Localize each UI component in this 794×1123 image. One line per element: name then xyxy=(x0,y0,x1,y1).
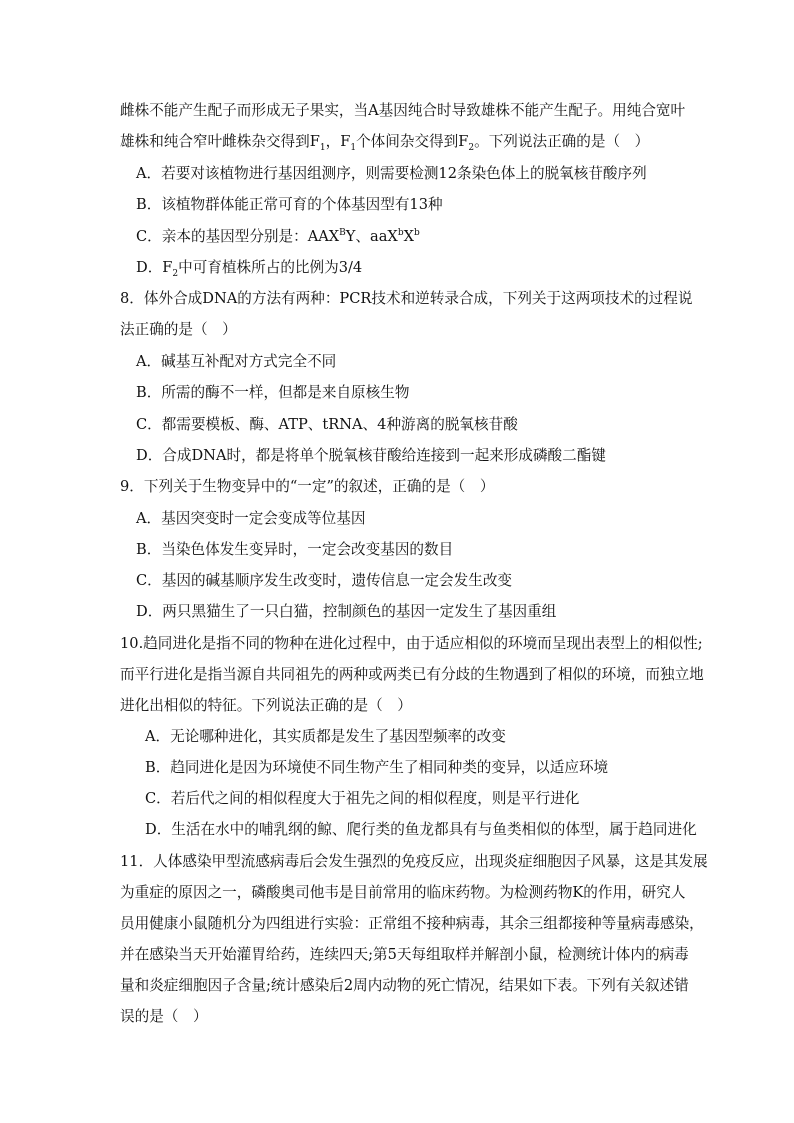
q11-stem-line2: 为重症的原因之一，磷酸奥司他韦是目前常用的临床药物。为检测药物K的作用，研究人 xyxy=(120,884,686,901)
q7-option-a: A．若要对该植物进行基因组测序，则需要检测12条染色体上的脱氧核苷酸序列 xyxy=(136,165,647,182)
superscript-b: b xyxy=(397,228,404,239)
q11-stem-line4: 并在感染当天开始灌胃给药，连续四天;第5天每组取样并解剖小鼠，检测统计体内的病毒 xyxy=(120,946,689,963)
q7-option-c-text-b: Y、aaX xyxy=(345,228,398,245)
q9-option-d: D．两只黑猫生了一只白猫，控制颜色的基因一定发生了基因重组 xyxy=(136,603,557,620)
q10-option-d: D．生活在水中的哺乳纲的鲸、爬行类的鱼龙都具有与鱼类相似的体型，属于趋同进化 xyxy=(145,821,697,838)
q11-stem-line1: 11．人体感染甲型流感病毒后会发生强烈的免疫反应，出现炎症细胞因子风暴，这是其发展 xyxy=(120,853,708,870)
q7-option-d-text-a: D．F xyxy=(136,259,173,276)
q11-stem-line6: 误的是（ ） xyxy=(120,1008,208,1025)
q10-option-c: C．若后代之间的相似程度大于祖先之间的相似程度，则是平行进化 xyxy=(145,790,580,807)
q8-stem-line2: 法正确的是（ ） xyxy=(120,321,237,338)
subscript-1: 1 xyxy=(319,142,326,153)
q7-option-d-text-b: 中可育植株所占的比例为3/4 xyxy=(178,259,363,276)
q11-stem-line3: 员用健康小鼠随机分为四组进行实验：正常组不接种病毒，其余三组都接种等量病毒感染， xyxy=(120,915,704,932)
superscript-b: b xyxy=(413,228,420,239)
q7-option-c xyxy=(136,227,420,247)
q10-option-a: A．无论哪种进化，其实质都是发生了基因型频率的改变 xyxy=(145,728,506,745)
q9-option-c: C．基因的碱基顺序发生改变时，遗传信息一定会发生改变 xyxy=(136,572,513,589)
subscript-1: 1 xyxy=(350,142,357,153)
q8-option-b: B．所需的酶不一样，但都是来自原核生物 xyxy=(136,384,410,401)
q7-option-d xyxy=(136,258,362,278)
q7-stem-line2 xyxy=(120,132,649,152)
q10-stem-line2: 而平行进化是指当源自共同祖先的两种或两类已有分歧的生物遇到了相似的环境，而独立地 xyxy=(120,666,704,683)
q9-stem: 9．下列关于生物变异中的“一定”的叙述，正确的是（ ） xyxy=(120,478,495,495)
q10-stem-line1: 10.趋同进化是指不同的物种在进化过程中，由于适应相似的环境而呈现出表型上的相似性; xyxy=(120,635,703,652)
q8-stem-line1: 8．体外合成DNA的方法有两种：PCR技术和逆转录合成，下列关于这两项技术的过程说 xyxy=(120,290,693,307)
q7-stem-text-d: 。下列说法正确的是（ ） xyxy=(474,133,650,150)
q9-option-a: A．基因突变时一定会变成等位基因 xyxy=(136,510,366,527)
q7-stem-text-a: 雄株和纯合窄叶雌株杂交得到F xyxy=(120,133,320,150)
q7-stem-text-c: 个体间杂交得到F xyxy=(356,133,469,150)
q11-stem-line5: 量和炎症细胞因子含量;统计感染后2周内动物的死亡情况，结果如下表。下列有关叙述错 xyxy=(120,977,689,994)
q7-option-b: B．该植物群体能正常可育的个体基因型有13种 xyxy=(136,196,443,213)
q7-stem-line1: 雌株不能产生配子而形成无子果实，当A基因纯合时导致雄株不能产生配子。用纯合宽叶 xyxy=(120,102,686,119)
q10-option-b: B．趋同进化是因为环境使不同生物产生了相同种类的变异，以适应环境 xyxy=(145,759,609,776)
subscript-2: 2 xyxy=(468,142,475,153)
q7-stem-text-b: ，F xyxy=(325,133,351,150)
superscript-B: B xyxy=(339,228,346,239)
q7-option-c-text-a: C．亲本的基因型分别是：AAX xyxy=(136,228,340,245)
q9-option-b: B．当染色体发生变异时，一定会改变基因的数目 xyxy=(136,541,454,558)
q8-option-a: A．碱基互补配对方式完全不同 xyxy=(136,353,337,370)
subscript-2: 2 xyxy=(172,268,179,279)
q10-stem-line3: 进化出相似的特征。下列说法正确的是（ ） xyxy=(120,697,412,714)
q7-option-c-text-c: X xyxy=(403,228,414,245)
q8-option-c: C．都需要模板、酶、ATP、tRNA、4种游离的脱氧核苷酸 xyxy=(136,416,518,433)
q8-option-d: D．合成DNA时，都是将单个脱氧核苷酸给连接到一起来形成磷酸二酯键 xyxy=(136,447,606,464)
